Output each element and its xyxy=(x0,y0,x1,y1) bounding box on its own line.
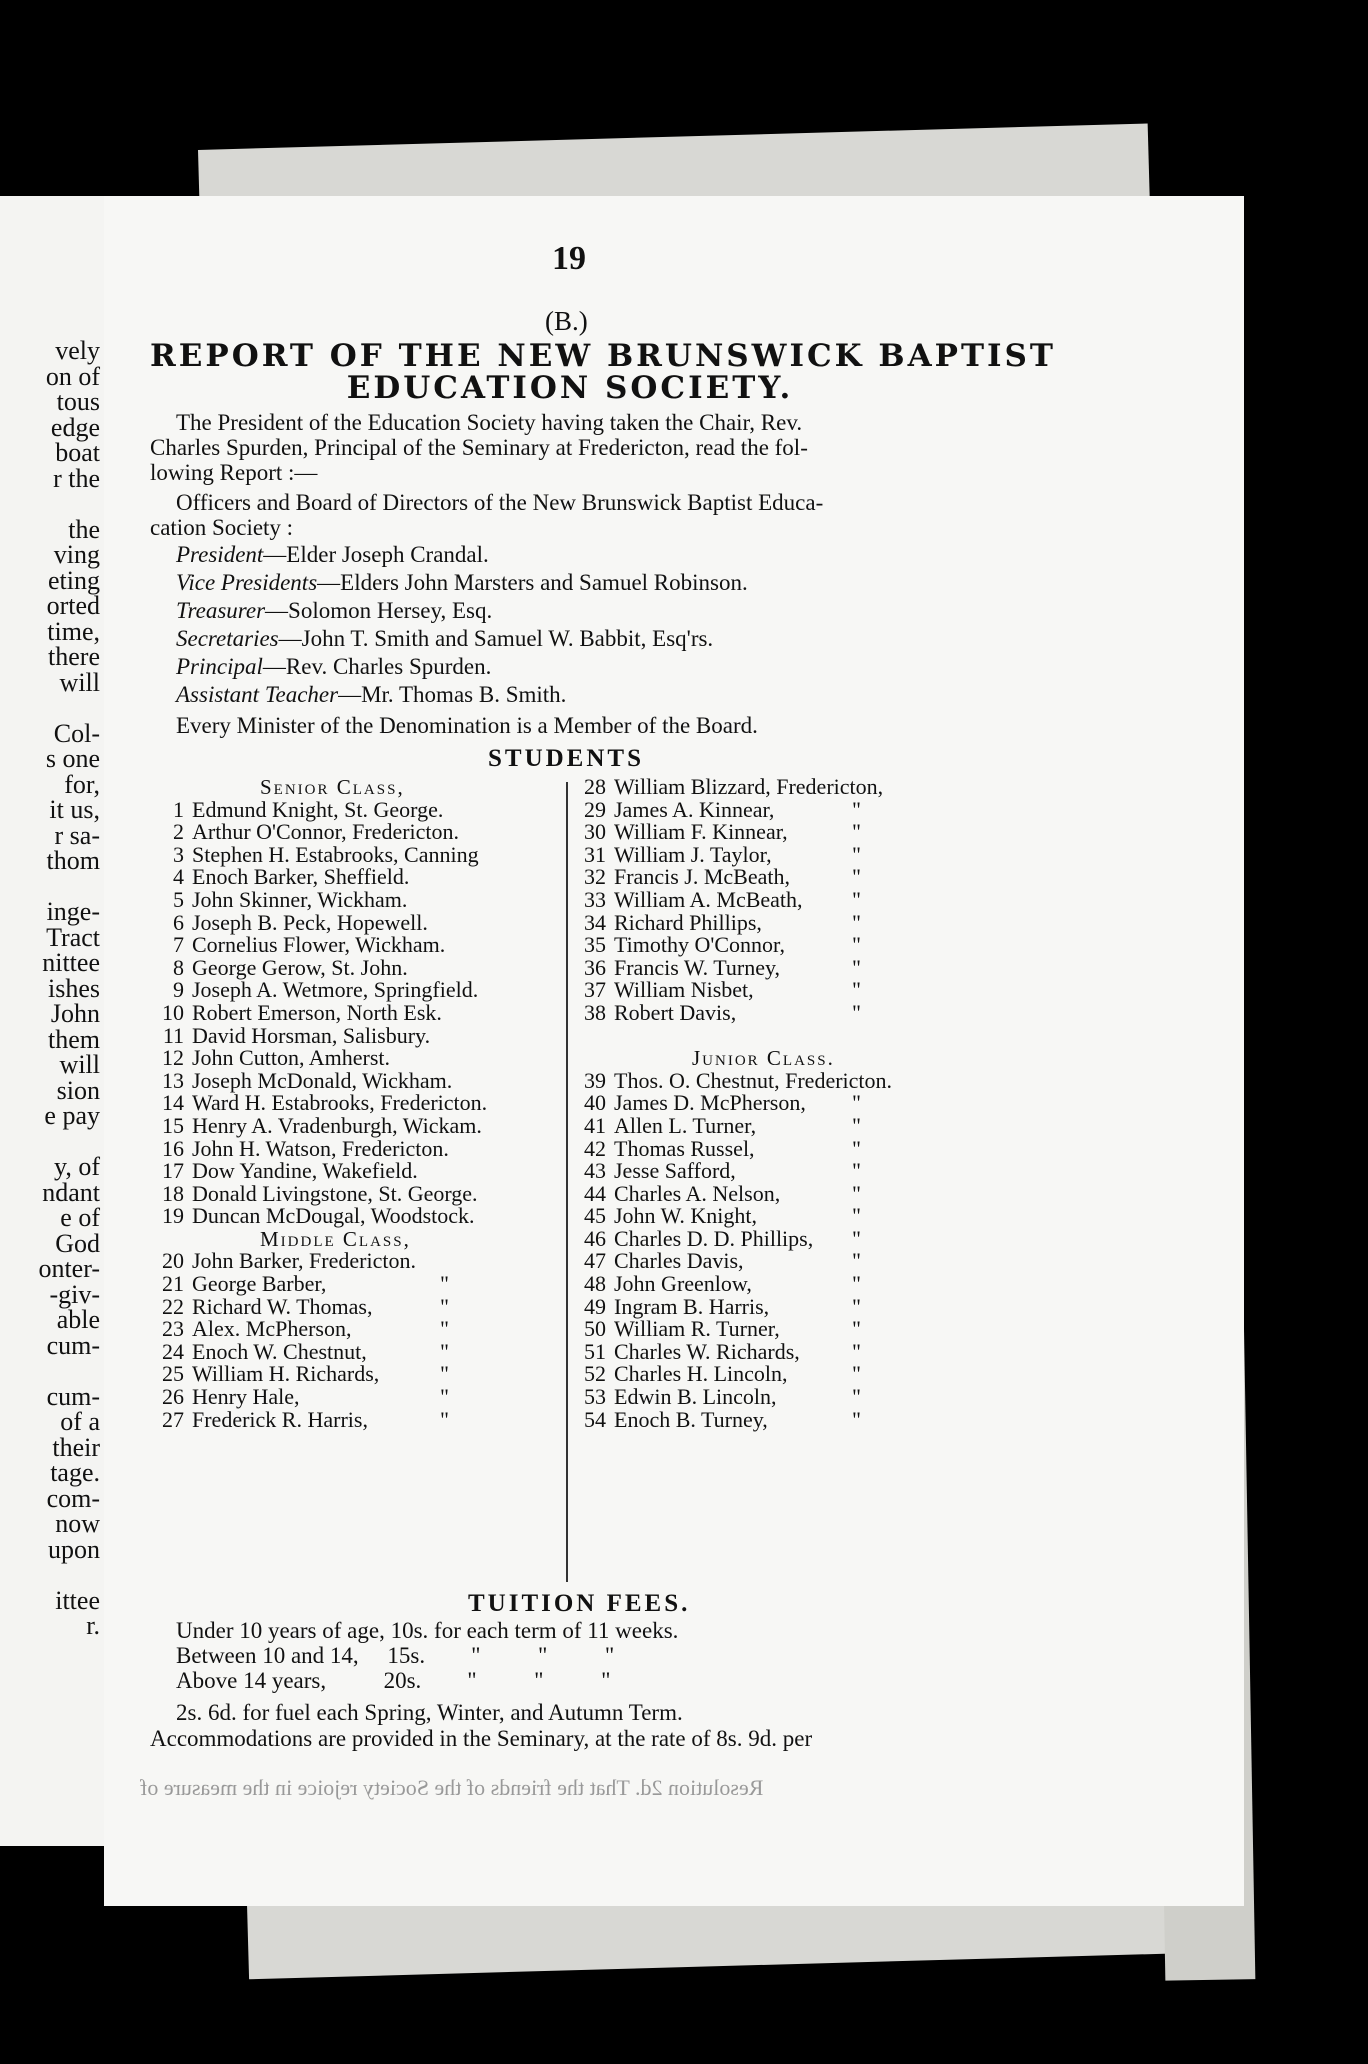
officer-row xyxy=(176,682,566,707)
left-page-text-fragment: upon xyxy=(48,1534,100,1564)
student-number: 4 xyxy=(173,864,184,890)
student-name: Donald Livingstone, St. George. xyxy=(192,1180,478,1206)
ditto-mark: " xyxy=(440,1271,449,1297)
student-name: Richard W. Thomas, xyxy=(192,1293,373,1319)
student-number: 54 xyxy=(584,1406,606,1432)
ditto-mark: " xyxy=(852,1112,861,1138)
student-number: 18 xyxy=(162,1180,184,1206)
ditto-mark: " xyxy=(440,1384,449,1410)
student-row xyxy=(572,866,892,889)
ditto-mark: " xyxy=(852,1090,861,1116)
student-name: John Greenlow, xyxy=(614,1271,752,1297)
student-row xyxy=(150,1205,487,1228)
student-number: 35 xyxy=(584,932,606,958)
officer-name: Solomon Hersey, Esq. xyxy=(288,598,493,623)
student-name: Allen L. Turner, xyxy=(614,1112,757,1138)
bleed-through-text: Resolution 2d. That the friends of the Society rejoice in the measure of xyxy=(140,1775,764,1800)
student-row xyxy=(150,1273,487,1296)
student-name: John W. Knight, xyxy=(614,1203,758,1229)
left-page-text-fragment: time, xyxy=(47,616,100,646)
class-heading xyxy=(150,776,487,799)
officer-role: Treasurer xyxy=(176,598,266,623)
student-row xyxy=(572,934,892,957)
officer-row xyxy=(176,654,491,679)
student-row xyxy=(150,934,487,957)
student-name: Richard Phillips, xyxy=(614,909,762,935)
student-name: James A. Kinnear, xyxy=(614,796,775,822)
ditto-mark: " xyxy=(852,1203,861,1229)
blank-row xyxy=(572,1025,892,1048)
left-page-text-fragment: boat xyxy=(55,438,100,467)
left-page-text-fragment: tous xyxy=(56,387,100,416)
student-row xyxy=(150,954,487,980)
officer-row xyxy=(176,626,713,651)
student-name: William H. Richards, xyxy=(192,1361,380,1387)
tuition-heading: TUITION FEES. xyxy=(468,1590,691,1617)
student-row xyxy=(150,1318,487,1341)
student-number: 24 xyxy=(162,1338,184,1364)
tuition-line-5: Accommodations are provided in the Seminary, at the rate of 8s. 9d. per xyxy=(150,1726,813,1751)
student-number: 36 xyxy=(584,954,606,980)
officer-role: President xyxy=(176,542,264,567)
student-name: Thos. O. Chestnut, Fredericton. xyxy=(614,1067,893,1093)
student-row xyxy=(150,1160,487,1183)
student-number: 28 xyxy=(584,774,606,799)
ditto-mark: " xyxy=(440,1316,449,1342)
officer-row xyxy=(176,598,492,623)
student-number: 31 xyxy=(584,841,606,867)
student-name: William R. Turner, xyxy=(614,1316,780,1342)
student-number: 53 xyxy=(584,1384,606,1410)
student-number: 16 xyxy=(162,1135,184,1161)
student-number: 46 xyxy=(584,1225,606,1251)
student-name: Edwin B. Lincoln, xyxy=(614,1384,777,1410)
officer-dash: — xyxy=(338,682,362,707)
student-name: Frederick R. Harris, xyxy=(192,1406,368,1432)
ditto-mark: " xyxy=(852,819,861,845)
officer-row xyxy=(176,570,748,595)
students-heading: STUDENTS xyxy=(488,745,644,772)
student-name: Henry Hale, xyxy=(192,1384,300,1410)
student-row xyxy=(572,1112,892,1138)
student-number: 15 xyxy=(162,1112,184,1138)
class-heading-text: Middle Class, xyxy=(260,1226,411,1251)
student-name: Timothy O'Connor, xyxy=(614,932,785,958)
student-name: Ingram B. Harris, xyxy=(614,1293,770,1319)
left-page-text-fragment: Tract xyxy=(46,922,100,952)
student-number: 6 xyxy=(173,909,184,935)
student-row xyxy=(150,1406,487,1432)
report-title-line2: EDUCATION SOCIETY. xyxy=(346,370,794,406)
student-row xyxy=(572,1160,892,1183)
ditto-mark: " xyxy=(440,1406,449,1432)
student-number: 5 xyxy=(173,886,184,912)
class-heading-text: Senior Class, xyxy=(260,775,405,799)
student-name: Joseph A. Wetmore, Springfield. xyxy=(192,977,479,1003)
student-number: 26 xyxy=(162,1384,184,1410)
student-number: 12 xyxy=(162,1045,184,1071)
column-divider xyxy=(566,782,568,1582)
student-number: 32 xyxy=(584,864,606,890)
student-name: Joseph McDonald, Wickham. xyxy=(192,1067,453,1093)
ditto-mark: " xyxy=(852,1361,861,1387)
student-number: 11 xyxy=(162,1022,184,1048)
student-row xyxy=(150,1047,487,1070)
student-row xyxy=(572,1273,892,1296)
officer-name: Elders John Marsters and Samuel Robinson. xyxy=(340,570,748,595)
student-row xyxy=(150,841,487,867)
officers-intro-1: Officers and Board of Directors of the New Brunswick Baptist Educa- xyxy=(176,490,824,515)
student-row xyxy=(572,821,892,844)
intro-line-3: lowing Report :— xyxy=(150,460,318,485)
student-row xyxy=(150,886,487,912)
left-page-text-fragment: -giv- xyxy=(49,1279,100,1309)
student-row xyxy=(572,1386,892,1409)
student-row xyxy=(572,1225,892,1251)
left-page-text-fragment: it us, xyxy=(49,795,100,824)
officer-name: Mr. Thomas B. Smith. xyxy=(361,682,567,707)
student-number: 42 xyxy=(584,1135,606,1161)
officer-name: Rev. Charles Spurden. xyxy=(285,654,492,679)
left-page-text-fragment: their xyxy=(52,1432,100,1462)
student-number: 44 xyxy=(584,1180,606,1206)
ditto-mark: " xyxy=(852,1338,861,1364)
student-name: John Cutton, Amherst. xyxy=(192,1045,391,1071)
student-name: Duncan McDougal, Woodstock. xyxy=(192,1203,475,1229)
student-number: 43 xyxy=(584,1158,606,1184)
student-number: 14 xyxy=(162,1090,184,1116)
student-number: 21 xyxy=(162,1271,184,1297)
officer-role: Secretaries xyxy=(176,626,279,651)
left-page-text-fragment: there xyxy=(48,642,100,671)
officer-role: Assistant Teacher xyxy=(176,682,339,707)
student-number: 40 xyxy=(584,1090,606,1116)
left-page-text-fragment: sion xyxy=(56,1075,100,1105)
student-row xyxy=(150,796,487,822)
student-name: Enoch W. Chestnut, xyxy=(192,1338,367,1364)
student-row xyxy=(150,1338,487,1364)
student-name: Henry A. Vradenburgh, Wickam. xyxy=(192,1112,482,1138)
ditto-mark: " xyxy=(852,977,861,1003)
student-row xyxy=(150,999,487,1025)
ditto-mark: " xyxy=(852,909,861,935)
ditto-mark: " xyxy=(440,1338,449,1364)
officer-dash: — xyxy=(265,598,289,623)
ditto-mark: " xyxy=(852,1135,861,1161)
ditto-mark: " xyxy=(852,954,861,980)
student-name: Dow Yandine, Wakefield. xyxy=(192,1158,418,1184)
student-name: John Skinner, Wickham. xyxy=(192,886,408,912)
left-page-text-fragment: cum- xyxy=(46,1381,100,1411)
ditto-mark: " xyxy=(852,1225,861,1251)
officer-role: Vice Presidents xyxy=(176,570,318,595)
left-page-text-fragment: now xyxy=(55,1509,100,1538)
left-page-text-fragment: ndant xyxy=(42,1177,100,1207)
student-row xyxy=(572,1067,893,1093)
ditto-mark: " xyxy=(852,1158,861,1184)
class-heading-text: Junior Class. xyxy=(692,1046,835,1071)
left-page-text-fragment: e pay xyxy=(44,1101,100,1130)
student-row xyxy=(150,1293,487,1319)
student-number: 9 xyxy=(173,977,184,1003)
intro-line-1: The President of the Education Society having taken the Chair, Rev. xyxy=(176,410,803,435)
left-page-text-fragment: thom xyxy=(46,846,100,875)
student-number: 47 xyxy=(584,1248,606,1274)
ditto-mark: " xyxy=(852,1271,861,1297)
student-name: Francis W. Turney, xyxy=(614,954,781,980)
left-page-text-fragment: ishes xyxy=(48,973,100,1003)
ditto-mark: " xyxy=(852,1180,861,1206)
student-row xyxy=(572,1180,892,1206)
student-number: 34 xyxy=(584,909,606,935)
student-row xyxy=(572,776,892,799)
student-row xyxy=(572,1205,892,1228)
ditto-mark: " xyxy=(852,1406,861,1432)
student-name: Charles D. D. Phillips, xyxy=(614,1225,814,1251)
student-name: George Barber, xyxy=(192,1271,327,1297)
left-page-text-fragment: e of xyxy=(60,1203,100,1232)
student-number: 22 xyxy=(162,1293,184,1319)
student-row xyxy=(572,796,892,822)
ditto-mark: " xyxy=(852,1293,861,1319)
left-page-text-fragment: s one xyxy=(45,744,100,773)
student-number: 13 xyxy=(162,1067,184,1093)
ditto-mark: " xyxy=(440,1361,449,1387)
left-page-text-fragment: eting xyxy=(48,565,100,595)
student-number: 3 xyxy=(173,841,184,867)
student-row xyxy=(150,1250,487,1273)
student-name: William Blizzard, Fredericton, xyxy=(614,774,884,799)
student-number: 39 xyxy=(584,1067,606,1093)
officer-dash: — xyxy=(263,542,287,567)
left-page-text-fragment: edge xyxy=(50,412,100,442)
student-row xyxy=(572,1092,892,1115)
student-name: John Barker, Fredericton. xyxy=(192,1248,416,1274)
student-name: Robert Davis, xyxy=(614,999,737,1025)
student-number: 23 xyxy=(162,1316,184,1342)
student-row xyxy=(150,1092,487,1115)
student-name: Charles Davis, xyxy=(614,1248,744,1274)
left-page-text-fragment: nittee xyxy=(42,948,100,977)
student-number: 19 xyxy=(162,1203,184,1229)
left-page-text-fragment: cum- xyxy=(46,1330,100,1360)
student-name: Stephen H. Estabrooks, Canning xyxy=(192,841,479,867)
student-number: 50 xyxy=(584,1316,606,1342)
student-number: 8 xyxy=(173,954,184,980)
student-name: James D. McPherson, xyxy=(614,1090,806,1116)
report-title-line1: REPORT OF THE NEW BRUNSWICK BAPTIST xyxy=(150,338,1056,374)
student-row xyxy=(150,979,487,1002)
ditto-mark: " xyxy=(852,932,861,958)
student-number: 38 xyxy=(584,999,606,1025)
student-row xyxy=(150,1067,487,1093)
left-page-text-fragment: God xyxy=(55,1228,100,1258)
student-row xyxy=(150,1135,487,1161)
class-heading xyxy=(572,1047,892,1070)
ditto-mark: " xyxy=(852,864,861,890)
student-name: Ward H. Estabrooks, Fredericton. xyxy=(192,1090,488,1116)
ditto-mark: " xyxy=(440,1293,449,1319)
student-row xyxy=(572,954,892,980)
student-number: 7 xyxy=(173,932,184,958)
student-row xyxy=(150,1022,487,1048)
left-page-text-fragment: y, of xyxy=(54,1152,100,1181)
student-row xyxy=(572,1250,892,1273)
student-name: Jesse Safford, xyxy=(614,1158,736,1184)
student-row xyxy=(572,1338,892,1364)
student-number: 30 xyxy=(584,819,606,845)
left-page-text-fragment: r. xyxy=(86,1611,100,1640)
student-number: 10 xyxy=(162,999,184,1025)
student-number: 51 xyxy=(584,1338,606,1364)
student-name: George Gerow, St. John. xyxy=(192,954,408,980)
students-left-column xyxy=(150,776,487,1431)
student-name: Enoch Barker, Sheffield. xyxy=(192,864,410,890)
ditto-mark: " xyxy=(852,1384,861,1410)
student-name: John H. Watson, Fredericton. xyxy=(192,1135,449,1161)
student-number: 25 xyxy=(162,1361,184,1387)
student-row xyxy=(150,1180,487,1206)
tuition-line-2: Between 10 and 14, 15s. " " " xyxy=(176,1643,615,1668)
student-number: 37 xyxy=(584,977,606,1003)
student-row xyxy=(572,1293,892,1319)
student-number: 1 xyxy=(173,796,184,822)
officer-row xyxy=(176,542,489,567)
student-name: Edmund Knight, St. George. xyxy=(192,796,444,822)
student-row xyxy=(572,999,892,1025)
student-number: 45 xyxy=(584,1203,606,1229)
left-page-text-fragment: r the xyxy=(53,463,100,493)
student-row xyxy=(150,1363,487,1386)
ditto-mark: " xyxy=(852,796,861,822)
left-page-text-fragment: ving xyxy=(53,540,100,569)
student-name: William A. McBeath, xyxy=(614,886,803,912)
student-name: Charles H. Lincoln, xyxy=(614,1361,788,1387)
left-page-text-fragment: them xyxy=(48,1024,100,1054)
left-page-text-fragment: able xyxy=(56,1305,100,1334)
student-row xyxy=(572,886,892,912)
student-row xyxy=(150,909,487,935)
student-number: 33 xyxy=(584,886,606,912)
left-page-text-fragment: will xyxy=(59,1050,100,1079)
ditto-mark: " xyxy=(852,841,861,867)
students-right-column xyxy=(572,776,892,1431)
tuition-line-1: Under 10 years of age, 10s. for each term of 11 weeks. xyxy=(176,1618,679,1643)
officers-intro-2: cation Society : xyxy=(150,515,294,540)
left-page-text-fragment: the xyxy=(68,514,100,544)
student-number: 48 xyxy=(584,1271,606,1297)
left-page-text-fragment: com- xyxy=(46,1483,100,1513)
ditto-mark: " xyxy=(852,999,861,1025)
officer-name: Elder Joseph Crandal. xyxy=(286,542,489,567)
student-name: Joseph B. Peck, Hopewell. xyxy=(192,909,428,935)
tuition-line-4: 2s. 6d. for fuel each Spring, Winter, and Autumn Term. xyxy=(176,1700,683,1725)
ditto-mark: " xyxy=(852,886,861,912)
left-page-text-fragment: ittee xyxy=(55,1585,100,1615)
student-name: Francis J. McBeath, xyxy=(614,864,790,890)
left-page-text-fragment: orted xyxy=(46,591,100,620)
student-row xyxy=(150,821,487,844)
student-name: William Nisbet, xyxy=(614,977,754,1003)
student-row xyxy=(572,1363,892,1386)
student-number: 41 xyxy=(584,1112,606,1138)
student-row xyxy=(572,979,892,1002)
student-number: 20 xyxy=(162,1248,184,1274)
student-name: Charles A. Nelson, xyxy=(614,1180,781,1206)
student-name: Robert Emerson, North Esk. xyxy=(192,999,442,1025)
left-page-text-fragment: vely xyxy=(55,336,100,365)
student-row xyxy=(150,866,487,889)
tuition-line-3: Above 14 years, 20s. " " " xyxy=(176,1668,611,1693)
left-page-text-fragment: onter- xyxy=(38,1254,100,1283)
ditto-mark: " xyxy=(852,1316,861,1342)
officer-dash: — xyxy=(317,570,341,595)
student-number: 49 xyxy=(584,1293,606,1319)
student-row xyxy=(150,1386,487,1409)
ditto-mark: " xyxy=(852,1248,861,1274)
student-row xyxy=(572,841,892,867)
student-name: Cornelius Flower, Wickham. xyxy=(192,932,446,958)
board-note: Every Minister of the Denomination is a Member of the Board. xyxy=(176,713,758,738)
intro-line-2: Charles Spurden, Principal of the Seminary at Fredericton, read the fol- xyxy=(150,435,808,460)
officer-role: Principal xyxy=(176,654,263,679)
student-name: Enoch B. Turney, xyxy=(614,1406,768,1432)
left-page-text-fragment: r sa- xyxy=(54,820,100,850)
student-name: Thomas Russel, xyxy=(614,1135,755,1161)
student-row xyxy=(572,1406,892,1432)
student-row xyxy=(150,1112,487,1138)
student-number: 27 xyxy=(162,1406,184,1432)
officer-dash: — xyxy=(278,626,302,651)
left-page-text-fragment: inge- xyxy=(46,897,100,926)
student-name: Arthur O'Connor, Fredericton. xyxy=(192,819,460,845)
student-number: 17 xyxy=(162,1158,184,1184)
student-row xyxy=(572,909,892,935)
left-page-text-fragment: Col- xyxy=(53,718,100,748)
left-page-text-fragment: for, xyxy=(64,769,100,799)
class-heading xyxy=(150,1228,487,1251)
student-name: William J. Taylor, xyxy=(614,841,772,867)
section-marker: (B.) xyxy=(545,306,588,336)
student-name: Charles W. Richards, xyxy=(614,1338,800,1364)
left-page-text-fragment: on of xyxy=(45,361,100,391)
student-row xyxy=(572,1135,892,1161)
student-name: William F. Kinnear, xyxy=(614,819,788,845)
left-page-text-fragment: tage. xyxy=(50,1458,100,1487)
page-number: 19 xyxy=(552,240,586,277)
officer-dash: — xyxy=(262,654,286,679)
left-page-text-fragment: John xyxy=(50,999,100,1028)
left-page-text-fragment: will xyxy=(59,667,100,697)
left-page-fragment xyxy=(0,196,104,1846)
student-name: Alex. McPherson, xyxy=(192,1316,352,1342)
student-name: David Horsman, Salisbury. xyxy=(192,1022,431,1048)
student-number: 29 xyxy=(584,796,606,822)
left-page-text-fragment: of a xyxy=(60,1407,100,1436)
student-number: 2 xyxy=(173,819,184,845)
student-row xyxy=(572,1318,892,1341)
officer-name: John T. Smith and Samuel W. Babbit, Esq'rs. xyxy=(301,626,714,651)
student-number: 52 xyxy=(584,1361,606,1387)
